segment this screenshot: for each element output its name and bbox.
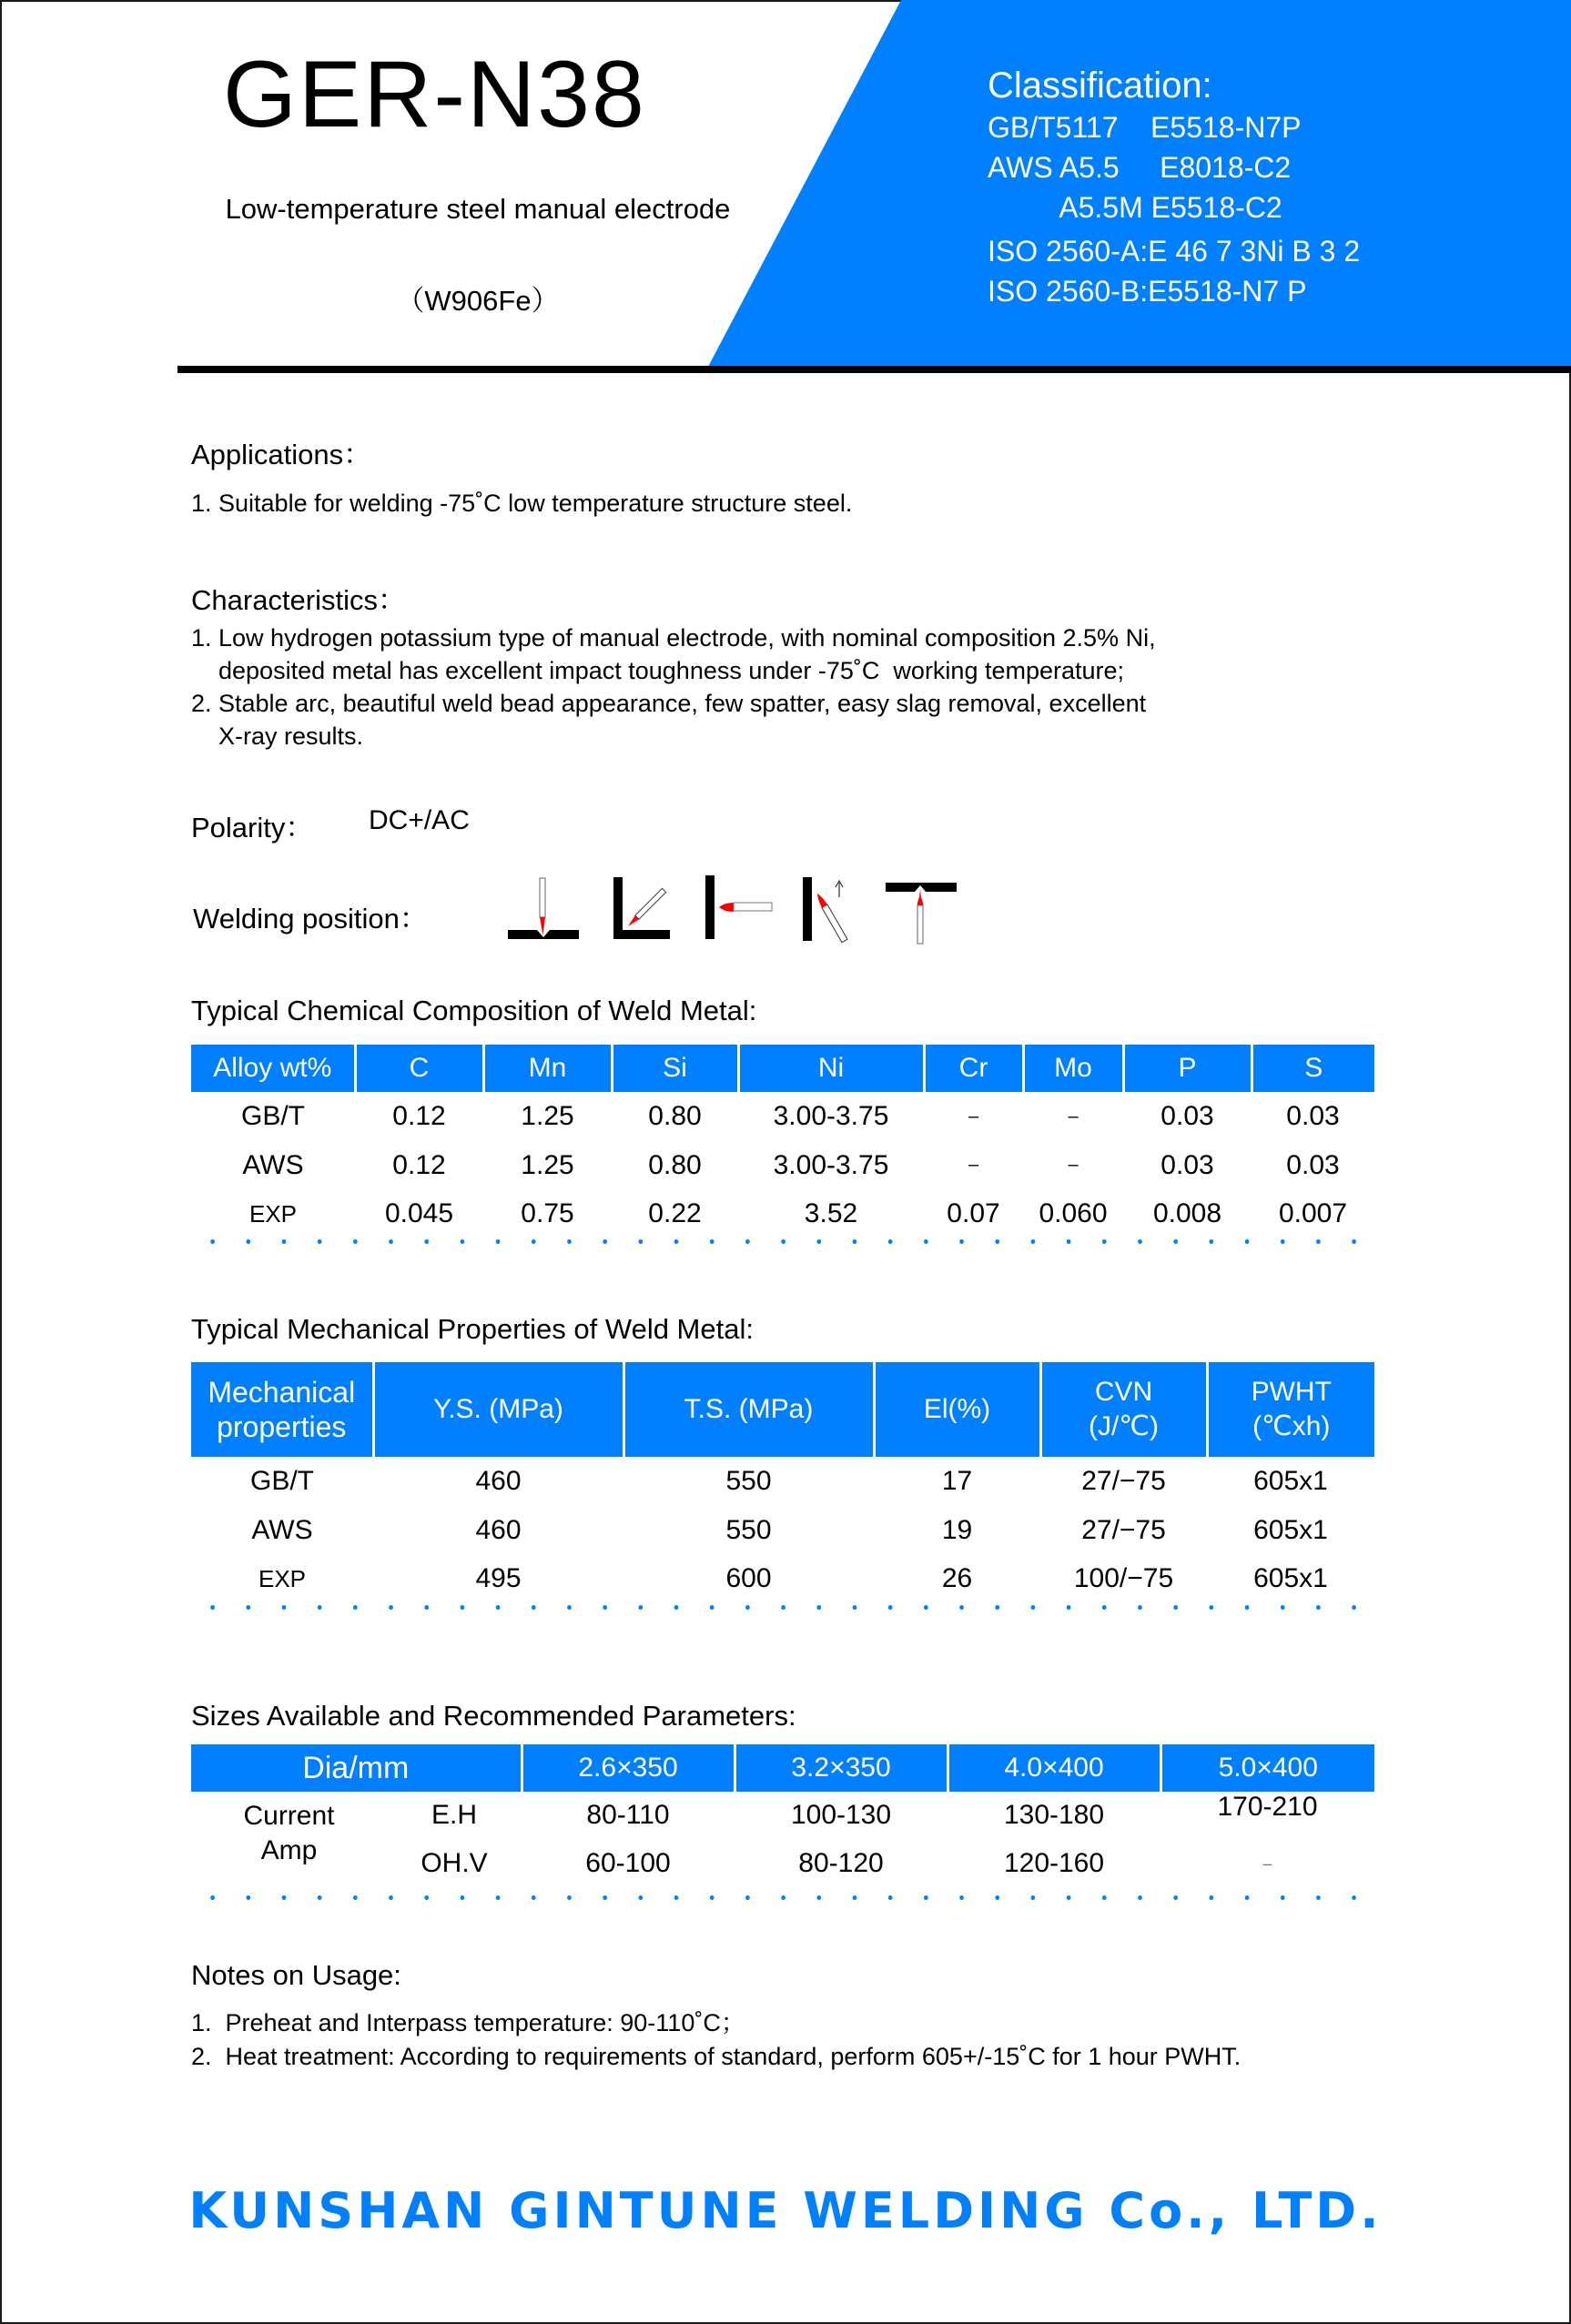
- col-header: 5.0×400: [1161, 1744, 1374, 1792]
- cell: 605x1: [1253, 1563, 1328, 1593]
- col-header: Y.S. (MPa): [373, 1362, 623, 1457]
- cell: 0.80: [648, 1101, 702, 1131]
- cell: 130-180: [1003, 1800, 1105, 1830]
- table-row: [191, 1189, 1374, 1238]
- dotted-separator: [195, 1605, 1371, 1610]
- table-row: [191, 1141, 1374, 1189]
- col-header: Mo: [1023, 1045, 1123, 1092]
- product-subtitle: Low-temperature steel manual electrode: [225, 193, 731, 225]
- row-label: EXP: [258, 1564, 307, 1592]
- cell: 0.03: [1286, 1149, 1340, 1180]
- overhead-position-icon: [886, 883, 957, 944]
- mechanical-table: [191, 1362, 1374, 1603]
- chemical-table: [191, 1045, 1374, 1238]
- cell: 550: [725, 1514, 772, 1545]
- welding-position-label: Welding position：: [193, 903, 428, 935]
- col-header: El(%): [874, 1362, 1040, 1457]
- cell: 80-110: [586, 1800, 670, 1830]
- applications-item: 1. Suitable for welding -75˚C low temperature structure steel.: [191, 490, 853, 517]
- horizontal-fillet-icon: [613, 877, 670, 939]
- cell: 0.03: [1161, 1149, 1214, 1180]
- sizes-title: Sizes Available and Recommended Parameters:: [191, 1700, 796, 1732]
- col-header: Mn: [483, 1045, 612, 1092]
- characteristics-line: X-ray results.: [191, 722, 364, 750]
- cell: 495: [475, 1563, 522, 1593]
- cell: –: [1262, 1854, 1272, 1873]
- cell: 0.07: [947, 1198, 1000, 1228]
- table-row: [191, 1554, 1374, 1603]
- cell: 0.12: [392, 1101, 446, 1131]
- applications-title: Applications：: [191, 439, 372, 470]
- cell: 0.008: [1152, 1198, 1222, 1228]
- row-label: OH.V: [421, 1848, 488, 1878]
- cell: 605x1: [1253, 1466, 1328, 1496]
- cell: –: [1068, 1155, 1079, 1175]
- header-divider: [177, 366, 1571, 373]
- classification-line: AWS A5.5 E8018-C2: [988, 151, 1292, 184]
- cell: 3.00-3.75: [773, 1101, 889, 1131]
- cell: 27/−75: [1081, 1514, 1166, 1545]
- cell: 0.03: [1286, 1101, 1340, 1131]
- classification-line: ISO 2560-B:E5518-N7 P: [988, 275, 1307, 308]
- classification-line: GB/T5117 E5518-N7P: [988, 111, 1302, 144]
- cell: 100-130: [790, 1800, 892, 1830]
- cell: 605x1: [1253, 1514, 1328, 1545]
- cell: –: [968, 1155, 979, 1175]
- cell: 460: [475, 1514, 522, 1545]
- col-header-line: Mechanical: [208, 1376, 356, 1409]
- cell: 3.52: [804, 1198, 858, 1228]
- col-header: 4.0×400: [948, 1744, 1161, 1792]
- cell: 1.25: [521, 1101, 574, 1131]
- cell: 1.25: [521, 1149, 574, 1180]
- characteristics-title: Characteristics：: [191, 584, 406, 616]
- cell: 0.75: [521, 1198, 574, 1228]
- col-header-line: properties: [217, 1410, 347, 1443]
- flat-position-icon: [508, 878, 579, 939]
- product-code: GER-N38: [223, 42, 646, 147]
- notes-title: Notes on Usage:: [191, 1959, 401, 1991]
- current-amp-label: [191, 1792, 387, 1888]
- col-header-line: (J/℃): [1088, 1411, 1159, 1441]
- col-header: C: [355, 1045, 483, 1092]
- cell: 60-100: [585, 1848, 671, 1878]
- dotted-separator: [195, 1895, 1371, 1900]
- cell: 0.060: [1039, 1198, 1108, 1228]
- col-header: 2.6×350: [522, 1744, 735, 1792]
- mechanical-title: Typical Mechanical Properties of Weld Metal:: [191, 1313, 754, 1345]
- chemical-title: Typical Chemical Composition of Weld Metal:: [191, 995, 757, 1026]
- table-row: [191, 1506, 1374, 1554]
- characteristics-line: deposited metal has excellent impact toughness under -75˚C working temperature;: [191, 657, 1125, 684]
- cell: 0.03: [1161, 1101, 1214, 1131]
- col-header: S: [1252, 1045, 1374, 1092]
- col-header: [191, 1362, 373, 1457]
- row-label: AWS: [242, 1149, 304, 1180]
- cell: 0.12: [392, 1149, 446, 1180]
- cell: 0.22: [648, 1198, 702, 1228]
- cell: 170-210: [1217, 1792, 1318, 1822]
- cell: 0.007: [1278, 1198, 1348, 1228]
- polarity-value: DC+/AC: [369, 805, 470, 835]
- notes-item: 2. Heat treatment: According to requirements of standard, perform 605+/-15˚C for 1 hour PWHT.: [191, 2043, 1242, 2070]
- cell: 26: [941, 1563, 973, 1593]
- cell: –: [1068, 1106, 1079, 1127]
- mechanical-header-row: [191, 1362, 1374, 1457]
- col-header: Alloy wt%: [191, 1045, 355, 1092]
- characteristics-line: 1. Low hydrogen potassium type of manual electrode, with nominal composition 2.5% Ni,: [191, 624, 1156, 652]
- row-label: GB/T: [240, 1101, 305, 1131]
- vertical-up-icon: [803, 877, 847, 943]
- cell: 0.80: [648, 1149, 702, 1180]
- sizes-table: [191, 1744, 1374, 1888]
- notes-item: 1. Preheat and Interpass temperature: 90-110˚C；: [191, 2009, 745, 2036]
- characteristics-line: 2. Stable arc, beautiful weld bead appearance, few spatter, easy slag removal, excellent: [191, 690, 1147, 717]
- col-header: 3.2×350: [735, 1744, 948, 1792]
- table-row: [191, 1792, 1374, 1839]
- col-header: Dia/mm: [191, 1744, 522, 1792]
- col-header-line: (℃xh): [1252, 1411, 1331, 1441]
- sizes-header-row: [191, 1744, 1374, 1792]
- product-alt-name: （W906Fe）: [396, 285, 560, 317]
- cell: 120-160: [1003, 1848, 1105, 1878]
- cell: 600: [725, 1563, 772, 1593]
- row-group-label-line: Amp: [260, 1835, 318, 1865]
- col-header: Cr: [924, 1045, 1023, 1092]
- col-header: T.S. (MPa): [623, 1362, 874, 1457]
- row-label: EXP: [248, 1199, 298, 1228]
- cell: 0.045: [384, 1198, 454, 1228]
- cell: 17: [941, 1466, 973, 1496]
- dotted-separator: [195, 1239, 1371, 1244]
- classification-block: [988, 64, 1360, 311]
- col-header: Si: [612, 1045, 738, 1092]
- welding-position-icons: [492, 855, 983, 946]
- classification-line: A5.5M E5518-C2: [988, 191, 1282, 224]
- cell: 550: [725, 1466, 772, 1496]
- cell: 3.00-3.75: [773, 1149, 889, 1180]
- company-name: KUNSHAN GINTUNE WELDING Co., LTD.: [188, 2182, 1383, 2239]
- row-label: GB/T: [249, 1466, 314, 1496]
- col-header: [1207, 1362, 1374, 1457]
- table-row: [191, 1457, 1374, 1506]
- classification-line: ISO 2560-A:E 46 7 3Ni B 3 2: [988, 235, 1361, 268]
- cell: 19: [941, 1514, 973, 1545]
- cell: 460: [475, 1466, 522, 1496]
- cell: 100/−75: [1073, 1563, 1174, 1593]
- row-group-label-line: Current: [243, 1801, 335, 1831]
- horizontal-position-icon: [705, 875, 772, 939]
- col-header: [1040, 1362, 1207, 1457]
- cell: 80-120: [798, 1848, 884, 1878]
- row-label: E.H: [431, 1800, 478, 1830]
- col-header: Ni: [738, 1045, 924, 1092]
- cell: 27/−75: [1081, 1466, 1166, 1496]
- polarity-label: Polarity：: [191, 812, 314, 844]
- cell: –: [968, 1106, 979, 1127]
- col-header-line: CVN: [1094, 1377, 1153, 1407]
- col-header-line: PWHT: [1251, 1377, 1332, 1407]
- row-label: AWS: [251, 1514, 313, 1545]
- classification-title: Classification:: [988, 66, 1212, 106]
- table-row: [191, 1092, 1374, 1141]
- chemical-header-row: [191, 1045, 1374, 1092]
- col-header: P: [1123, 1045, 1252, 1092]
